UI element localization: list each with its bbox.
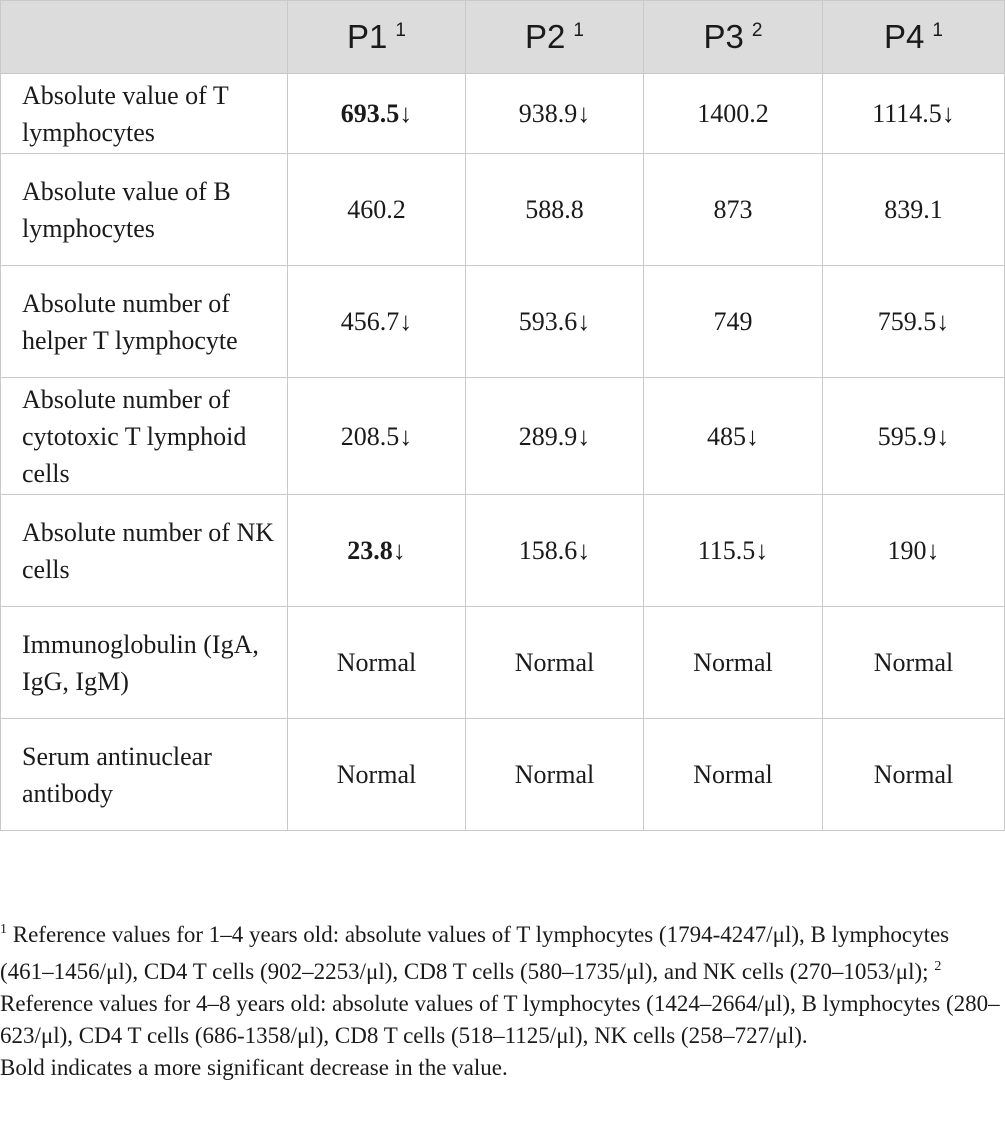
value-cell: 593.6↓ [466, 266, 644, 378]
value-cell: 595.9↓ [823, 378, 1005, 495]
value-cell: 1114.5↓ [823, 74, 1005, 154]
table-row [1, 607, 1005, 719]
header-cell-p1: P1 $^1$ [288, 1, 466, 74]
value-cell: 938.9↓ [466, 74, 644, 154]
footnote-mark-2: 2 [934, 959, 942, 974]
value-cell: 115.5↓ [644, 495, 823, 607]
row-label: Serum antinuclear antibody [1, 719, 288, 831]
value-cell: 693.5↓ [288, 74, 466, 154]
value-cell: 759.5↓ [823, 266, 1005, 378]
row-label: Immunoglobulin (IgA, IgG, IgM) [1, 607, 288, 719]
reference-footnote [0, 914, 1000, 1052]
value-cell: 485↓ [644, 378, 823, 495]
value-cell: 23.8↓ [288, 495, 466, 607]
table-row [1, 378, 1005, 495]
table-row [1, 74, 1005, 154]
footnote-text-1: Reference values for 1–4 years old: absolute values of T lymphocytes (1794-4247/μl), B lymphocytes (461–1456/μl), CD4 T cells (902–2253/μl), CD8 T cells (580–1735/μl), and NK cells (270–1053/μl); [0, 922, 950, 984]
header-row [1, 1, 1005, 74]
row-label: Absolute number of helper T lymphocyte [1, 266, 288, 378]
value-cell: 873 [644, 154, 823, 266]
value-cell: 749 [644, 266, 823, 378]
value-cell: 158.6↓ [466, 495, 644, 607]
table-row [1, 154, 1005, 266]
table-row [1, 719, 1005, 831]
table-footnotes [0, 914, 1000, 1084]
value-cell: 460.2 [288, 154, 466, 266]
value-cell: 190↓ [823, 495, 1005, 607]
value-cell: Normal [644, 607, 823, 719]
value-cell: Normal [288, 607, 466, 719]
footnote-mark-1: 1 [0, 922, 7, 937]
table-row [1, 266, 1005, 378]
value-cell: Normal [466, 607, 644, 719]
value-cell: 588.8 [466, 154, 644, 266]
value-cell: 289.9↓ [466, 378, 644, 495]
header-cell-p3: P3 $^2$ [644, 1, 823, 74]
row-label: Absolute number of cytotoxic T lymphoid cells [1, 378, 288, 495]
value-cell: Normal [823, 607, 1005, 719]
value-cell: 456.7↓ [288, 266, 466, 378]
row-label: Absolute value of B lymphocytes [1, 154, 288, 266]
bold-note: Bold indicates a more significant decrease in the value. [0, 1055, 508, 1080]
footnote-text-2: Reference values for 4–8 years old: absolute values of T lymphocytes (1424–2664/μl), B lymphocytes (280–623/μl), CD4 T cells (686-1358/μl), CD8 T cells (518–1125/μl), NK cells (258–727/μl). [0, 991, 1000, 1048]
table-row [1, 495, 1005, 607]
value-cell: Normal [288, 719, 466, 831]
value-cell: 839.1 [823, 154, 1005, 266]
value-cell: Normal [644, 719, 823, 831]
value-cell: 208.5↓ [288, 378, 466, 495]
row-label: Absolute value of T lymphocytes [1, 74, 288, 154]
value-cell: Normal [823, 719, 1005, 831]
value-cell: Normal [466, 719, 644, 831]
header-cell-empty [1, 1, 288, 74]
row-label: Absolute number of NK cells [1, 495, 288, 607]
value-cell: 1400.2 [644, 74, 823, 154]
header-cell-p2: P2 $^1$ [466, 1, 644, 74]
header-cell-p4: P4 $^1$ [823, 1, 1005, 74]
